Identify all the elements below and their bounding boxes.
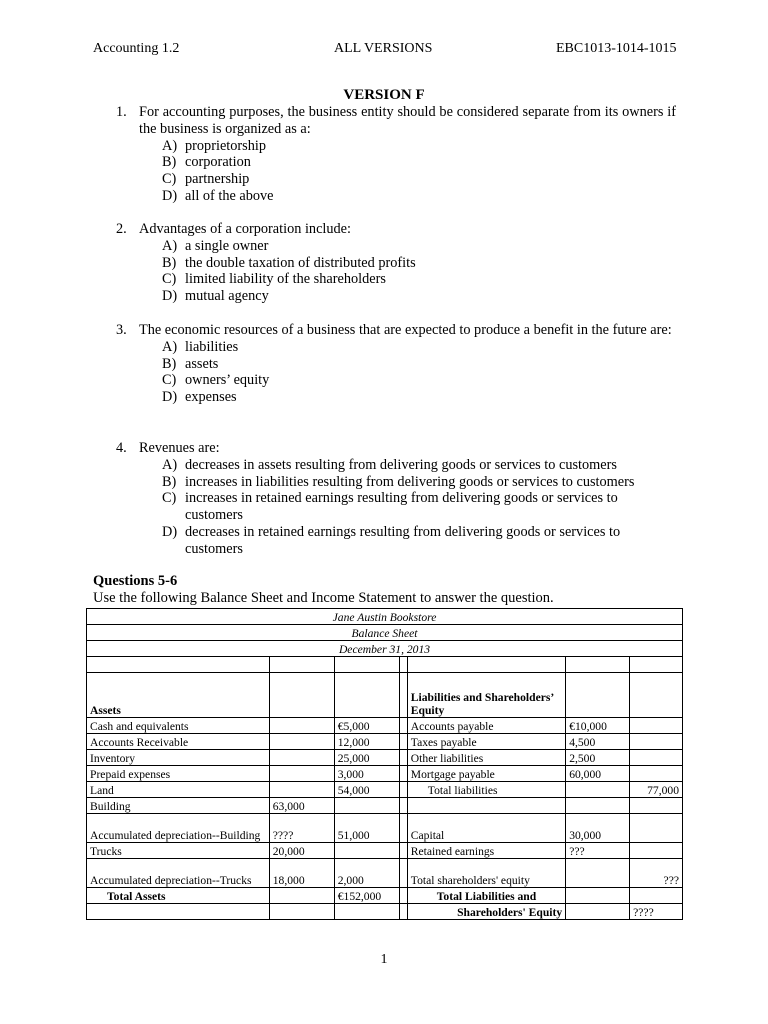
cell-value (566, 859, 630, 888)
option-text: expenses (185, 389, 237, 406)
table-cell (334, 904, 399, 920)
liabilities-header: Liabilities and Shareholders’ Equity (407, 673, 565, 718)
balance-sheet-table (86, 608, 683, 920)
option-text: proprietorship (185, 137, 266, 154)
total-assets-value: €152,000 (334, 888, 399, 904)
row-label: Trucks (87, 843, 270, 859)
option-letter: B) (162, 473, 177, 490)
option-text: decreases in assets resulting from delivering goods or services to customers (185, 456, 617, 473)
option-letter: C) (162, 490, 177, 507)
cell-value: 54,000 (334, 782, 399, 798)
question-3 (116, 322, 676, 406)
cell-value (334, 798, 399, 814)
row-label: Accounts payable (407, 718, 565, 734)
answer-option (162, 138, 676, 155)
version-title: VERSION F (343, 87, 425, 103)
question-number: 1. (116, 104, 127, 120)
table-cell (399, 750, 407, 766)
header-course-codes: EBC1013-1014-1015 (556, 41, 677, 56)
table-cell (566, 657, 630, 673)
table-cell (566, 904, 630, 920)
question-number: 4. (116, 440, 127, 456)
row-label: Total shareholders' equity (407, 859, 565, 888)
option-text: increases in liabilities resulting from delivering goods or services to customers (185, 473, 635, 490)
cell-value: 30,000 (566, 814, 630, 843)
table-row (87, 718, 683, 734)
cell-value: ??? (566, 843, 630, 859)
total-liabilities-equity-label: Shareholders' Equity (407, 904, 565, 920)
cell-value (269, 750, 334, 766)
cell-value (630, 750, 683, 766)
cell-value: 2,000 (334, 859, 399, 888)
answer-option (162, 154, 676, 171)
answer-option (162, 339, 676, 356)
question-4 (116, 440, 676, 558)
option-letter: D) (162, 288, 178, 305)
answer-option (162, 188, 676, 205)
option-text: limited liability of the shareholders (185, 271, 386, 288)
table-cell (399, 904, 407, 920)
statement-date: December 31, 2013 (87, 641, 683, 657)
option-text: corporation (185, 154, 251, 171)
question-number: 2. (116, 221, 127, 237)
table-row (87, 734, 683, 750)
total-liabilities-equity-value: ???? (630, 904, 683, 920)
table-cell (269, 657, 334, 673)
table-row (87, 859, 683, 888)
question-stem: Advantages of a corporation include: (139, 221, 351, 237)
row-label: Accumulated depreciation--Building (87, 814, 270, 843)
answer-option (162, 356, 676, 373)
cell-value (566, 782, 630, 798)
answer-options (162, 238, 676, 305)
total-liabilities-equity-label: Total Liabilities and (407, 888, 565, 904)
cell-value: 2,500 (566, 750, 630, 766)
table-cell (566, 673, 630, 718)
answer-options (162, 457, 676, 558)
cell-value (269, 766, 334, 782)
table-cell (269, 904, 334, 920)
table-cell (407, 657, 565, 673)
answer-option (162, 255, 676, 272)
row-label: Accumulated depreciation--Trucks (87, 859, 270, 888)
table-cell (87, 657, 270, 673)
cell-value: 4,500 (566, 734, 630, 750)
row-label: Total liabilities (407, 782, 565, 798)
question-1 (116, 104, 676, 205)
table-cell (630, 673, 683, 718)
row-label: Capital (407, 814, 565, 843)
row-label: Land (87, 782, 270, 798)
cell-value (269, 718, 334, 734)
answer-option (162, 389, 676, 406)
table-row (87, 766, 683, 782)
option-letter: A) (162, 338, 178, 355)
table-row (87, 750, 683, 766)
cell-value: 20,000 (269, 843, 334, 859)
table-row (87, 888, 683, 904)
option-text: assets (185, 355, 219, 372)
cell-value: €5,000 (334, 718, 399, 734)
question-stem: For accounting purposes, the business entity should be considered separate from its owners if the business is organized as a: (139, 104, 676, 137)
company-name: Jane Austin Bookstore (87, 609, 683, 625)
table-cell (334, 673, 399, 718)
table-cell (269, 673, 334, 718)
row-label: Cash and equivalents (87, 718, 270, 734)
row-label: Prepaid expenses (87, 766, 270, 782)
cell-value: ???? (269, 814, 334, 843)
question-stem: The economic resources of a business that are expected to produce a benefit in the future are: (139, 322, 672, 338)
table-row (87, 657, 683, 673)
cell-value: 18,000 (269, 859, 334, 888)
table-row (87, 625, 683, 641)
cell-value: ??? (630, 859, 683, 888)
cell-value (269, 782, 334, 798)
table-cell (269, 888, 334, 904)
total-assets-label: Total Assets (87, 888, 270, 904)
answer-option (162, 238, 676, 255)
table-cell (399, 718, 407, 734)
answer-options (162, 138, 676, 205)
option-letter: B) (162, 154, 177, 171)
cell-value (269, 734, 334, 750)
option-text: increases in retained earnings resulting from delivering goods or services to customers (185, 490, 618, 524)
question-stem: Revenues are: (139, 440, 220, 456)
table-row (87, 782, 683, 798)
cell-value (334, 843, 399, 859)
assets-header: Assets (87, 673, 270, 718)
option-text: mutual agency (185, 288, 269, 305)
option-letter: C) (162, 171, 177, 188)
row-label: Building (87, 798, 270, 814)
table-cell (334, 657, 399, 673)
table-cell (630, 657, 683, 673)
page-number: 1 (380, 952, 388, 967)
answer-option (162, 271, 676, 288)
option-letter: B) (162, 355, 177, 372)
table-cell (399, 814, 407, 843)
option-letter: B) (162, 254, 177, 271)
answer-option (162, 474, 676, 491)
question-2 (116, 221, 676, 305)
table-row (87, 641, 683, 657)
cell-value: 3,000 (334, 766, 399, 782)
option-letter: A) (162, 137, 178, 154)
section-instruction: Use the following Balance Sheet and Income Statement to answer the question. (93, 590, 554, 606)
table-row (87, 904, 683, 920)
option-letter: D) (162, 523, 178, 540)
option-text: owners’ equity (185, 372, 270, 389)
option-text: decreases in retained earnings resulting from delivering goods or services to customers (185, 523, 621, 557)
table-cell (399, 843, 407, 859)
table-cell (399, 657, 407, 673)
table-row (87, 798, 683, 814)
row-label (407, 798, 565, 814)
table-cell (399, 734, 407, 750)
table-cell (399, 782, 407, 798)
table-row (87, 609, 683, 625)
option-text: partnership (185, 171, 250, 188)
option-letter: A) (162, 456, 178, 473)
option-letter: C) (162, 271, 177, 288)
table-row (87, 843, 683, 859)
cell-value: 77,000 (630, 782, 683, 798)
row-label: Other liabilities (407, 750, 565, 766)
option-text: the double taxation of distributed profits (185, 254, 416, 271)
table-cell (630, 888, 683, 904)
row-label: Retained earnings (407, 843, 565, 859)
section-title: Questions 5-6 (93, 573, 178, 589)
cell-value (630, 766, 683, 782)
header-versions: ALL VERSIONS (334, 41, 433, 56)
header-course: Accounting 1.2 (93, 41, 180, 56)
cell-value: 63,000 (269, 798, 334, 814)
table-cell (566, 888, 630, 904)
table-cell (399, 859, 407, 888)
table-cell (87, 904, 270, 920)
question-number: 3. (116, 322, 127, 338)
option-letter: D) (162, 389, 178, 406)
answer-option (162, 457, 676, 474)
cell-value (630, 798, 683, 814)
answer-options (162, 339, 676, 406)
cell-value: 25,000 (334, 750, 399, 766)
row-label: Taxes payable (407, 734, 565, 750)
table-row (87, 814, 683, 843)
cell-value: €10,000 (566, 718, 630, 734)
cell-value (630, 843, 683, 859)
option-letter: D) (162, 187, 178, 204)
answer-option (162, 490, 650, 524)
table-cell (399, 798, 407, 814)
statement-title: Balance Sheet (87, 625, 683, 641)
answer-option (162, 288, 676, 305)
table-row (87, 673, 683, 718)
cell-value (630, 814, 683, 843)
option-text: all of the above (185, 187, 274, 204)
answer-option (162, 171, 676, 188)
cell-value (630, 718, 683, 734)
cell-value (566, 798, 630, 814)
table-cell (399, 766, 407, 782)
cell-value (630, 734, 683, 750)
option-letter: A) (162, 237, 178, 254)
table-cell (399, 888, 407, 904)
row-label: Accounts Receivable (87, 734, 270, 750)
row-label: Mortgage payable (407, 766, 565, 782)
cell-value: 51,000 (334, 814, 399, 843)
row-label: Inventory (87, 750, 270, 766)
answer-option (162, 372, 676, 389)
cell-value: 60,000 (566, 766, 630, 782)
cell-value: 12,000 (334, 734, 399, 750)
option-text: liabilities (185, 338, 239, 355)
table-cell (399, 673, 407, 718)
answer-option (162, 524, 650, 558)
option-text: a single owner (185, 237, 269, 254)
option-letter: C) (162, 372, 177, 389)
